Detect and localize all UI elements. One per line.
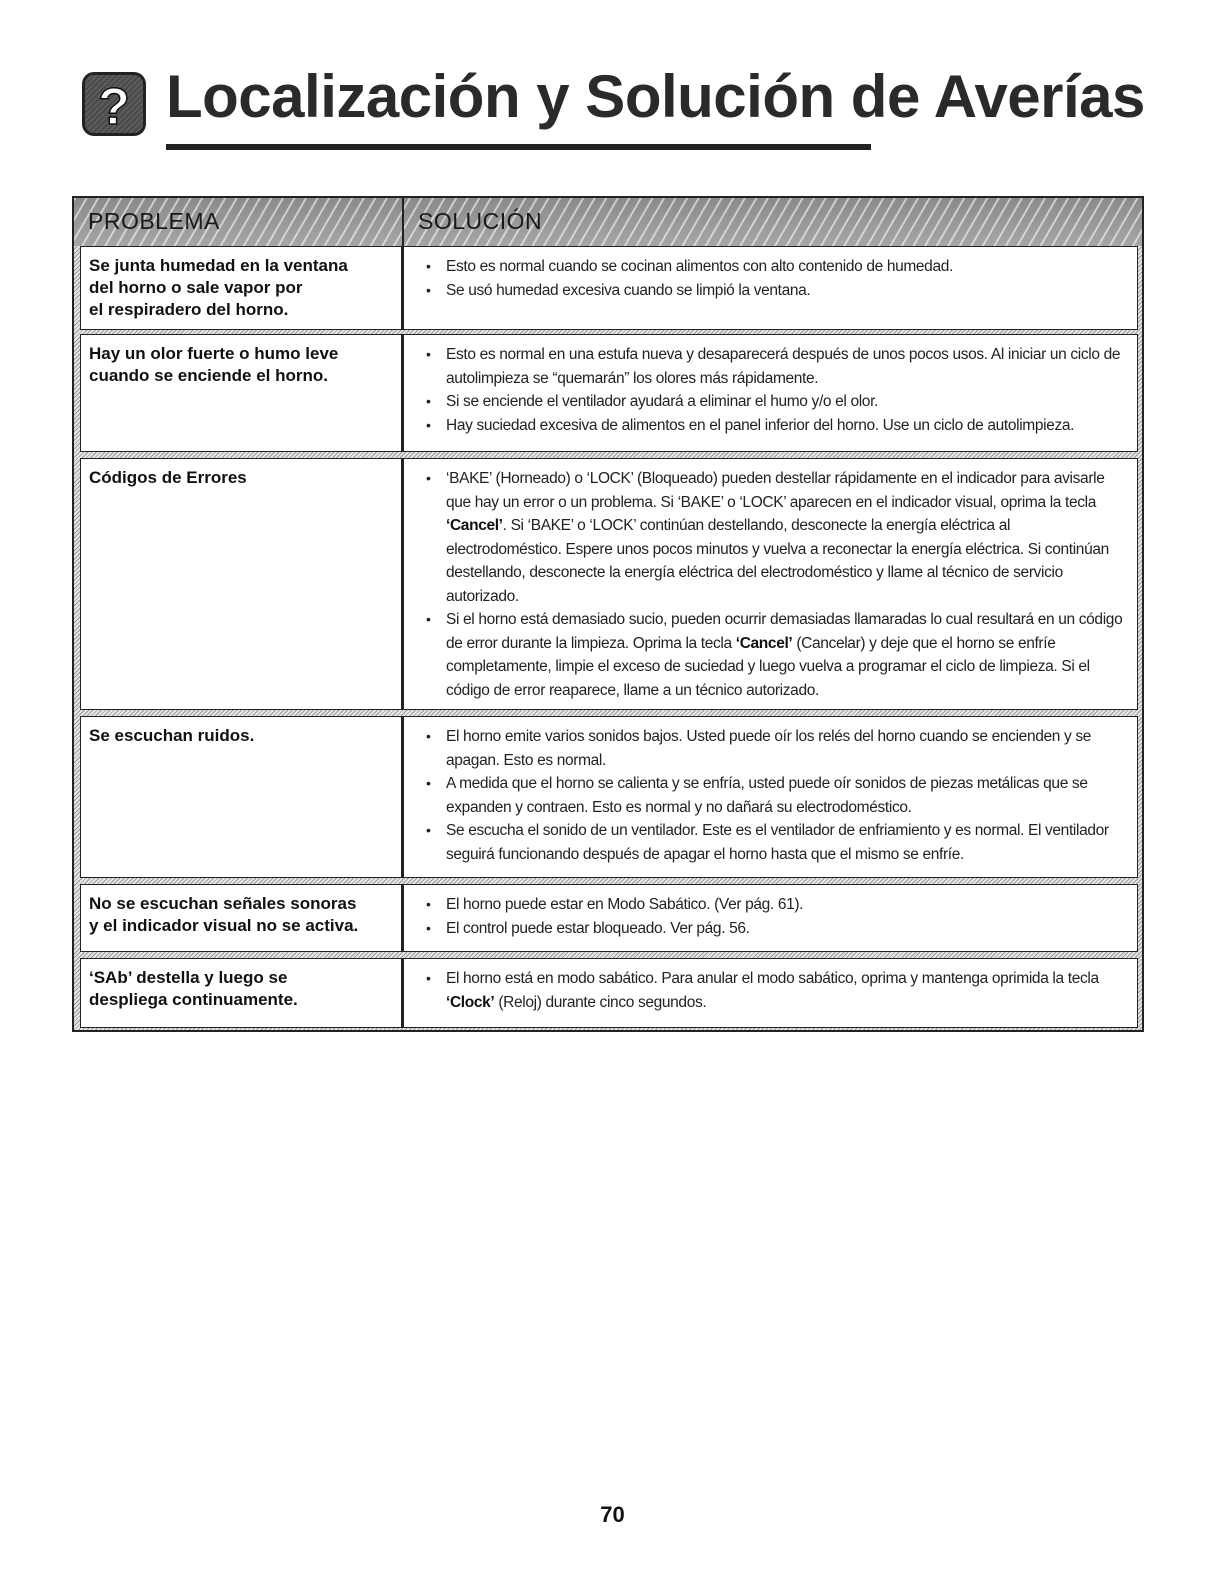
problem-cell — [80, 958, 402, 1028]
problem-text: ‘SAb’ destella y luego se despliega continuamente. — [89, 968, 298, 1009]
page-number: 70 — [600, 1502, 625, 1527]
solution-cell — [402, 716, 1138, 878]
bullet-icon: • — [426, 470, 431, 486]
solution-list — [426, 467, 1129, 702]
problem-cell — [80, 334, 402, 452]
problem-cell — [80, 884, 402, 952]
solution-cell — [402, 958, 1138, 1028]
table-row — [80, 246, 1138, 330]
bullet-icon: • — [426, 281, 431, 298]
svg-text:?: ? — [98, 78, 130, 136]
solution-list — [426, 893, 1129, 940]
problem-cell — [80, 716, 402, 878]
solution-text: Se escucha el sonido de un ventilador. Este es el ventilador de enfriamiento y es normal. El ventilador seguirá funcionando después de apagar el horno hasta que el mismo se enfríe. — [446, 822, 1109, 863]
bullet-icon: • — [426, 346, 431, 362]
solution-text: El horno puede estar en Modo Sabático. (Ver pág. 61). — [446, 896, 804, 913]
solution-text: El horno emite varios sonidos bajos. Usted puede oír los relés del horno cuando se encienden y se apagan. Esto es normal. — [446, 728, 1092, 769]
solution-text: Si el horno está demasiado sucio, pueden ocurrir demasiadas llamaradas lo cual resultará en un código de error durante la limpieza. Oprima la tecla — [446, 611, 1123, 652]
title-underline — [166, 144, 871, 150]
solution-item — [426, 390, 1129, 414]
bullet-icon: • — [426, 775, 431, 791]
solution-list — [426, 255, 1129, 302]
solution-list — [426, 725, 1129, 866]
column-header-problem: PROBLEMA — [88, 208, 220, 234]
table-row — [80, 958, 1138, 1028]
key-name: ‘Cancel’ — [446, 517, 503, 534]
solution-text-continued: (Cancelar) y deje que el horno se enfríe completamente, limpie el exceso de suciedad y luego vuelva a programar el ciclo de limpieza. Si el código de error reaparece, llame a un técnico autorizado. — [446, 634, 1090, 699]
bullet-icon: • — [426, 919, 431, 936]
solution-cell — [402, 334, 1138, 452]
troubleshooting-table — [72, 196, 1144, 1032]
solution-text: Esto es normal cuando se cocinan alimentos con alto contenido de humedad. — [446, 258, 953, 275]
problem-text: No se escuchan señales sonoras y el indicador visual no se activa. — [89, 894, 359, 935]
bullet-icon: • — [426, 896, 431, 912]
solution-text: Hay suciedad excesiva de alimentos en el panel inferior del horno. Use un ciclo de autolimpieza. — [446, 416, 1075, 434]
solution-text: Esto es normal en una estufa nueva y desaparecerá después de unos pocos usos. Al iniciar un ciclo de autolimpieza se “quemarán” los olores más rápidamente. — [446, 346, 1121, 387]
problem-cell — [80, 458, 402, 710]
key-name: ‘Clock’ — [446, 993, 495, 1011]
bullet-icon: • — [426, 822, 431, 838]
page-title: Localización y Solución de Averías — [166, 63, 1145, 130]
problem-text: Se escuchan ruidos. — [89, 726, 255, 745]
help-question-icon — [82, 72, 146, 136]
solution-item — [426, 917, 1129, 941]
problem-text: Se junta humedad en la ventana del horno o sale vapor por el respiradero del horno. — [89, 256, 348, 319]
solution-cell — [402, 458, 1138, 710]
table-row — [80, 884, 1138, 952]
solution-item — [426, 343, 1129, 390]
problem-text: Códigos de Errores — [89, 468, 247, 487]
table-row — [80, 716, 1138, 878]
solution-item — [426, 608, 1129, 702]
bullet-icon: • — [426, 611, 431, 627]
bullet-icon: • — [426, 258, 431, 274]
solution-item — [426, 414, 1129, 438]
solution-text: A medida que el horno se calienta y se enfría, usted puede oír sonidos de piezas metálicas que se expanden y contraen. Esto es normal y no dañará su electrodoméstico. — [446, 775, 1088, 816]
solution-item — [426, 725, 1129, 772]
solution-item — [426, 772, 1129, 819]
column-divider — [402, 198, 404, 246]
solution-item — [426, 279, 1129, 303]
solution-text: Si se enciende el ventilador ayudará a eliminar el humo y/o el olor. — [446, 393, 878, 410]
solution-cell — [402, 246, 1138, 330]
table-header — [74, 198, 1142, 246]
problem-cell — [80, 246, 402, 330]
bullet-icon: • — [426, 393, 431, 409]
solution-cell — [402, 884, 1138, 952]
solution-text: Se usó humedad excesiva cuando se limpió la ventana. — [446, 281, 811, 299]
problem-text: Hay un olor fuerte o humo leve cuando se enciende el horno. — [89, 344, 339, 385]
bullet-icon: • — [426, 416, 431, 433]
table-row — [80, 458, 1138, 710]
solution-list — [426, 343, 1129, 437]
bullet-icon: • — [426, 728, 431, 744]
key-name: ‘Cancel’ — [735, 634, 793, 652]
solution-item — [426, 967, 1129, 1014]
solution-text: ‘BAKE’ (Horneado) o ‘LOCK’ (Bloqueado) pueden destellar rápidamente en el indicador para avisarle que hay un error o un problema. Si ‘BAKE’ o ‘LOCK’ aparecen en el indicador visual, oprima la tecla — [446, 470, 1105, 511]
solution-item — [426, 467, 1129, 608]
solution-text: El horno está en modo sabático. Para anular el modo sabático, oprima y mantenga oprimida la tecla — [446, 970, 1099, 987]
solution-item — [426, 819, 1129, 866]
table-row — [80, 334, 1138, 452]
solution-item — [426, 893, 1129, 917]
column-header-solution: SOLUCIÓN — [418, 208, 543, 234]
page-header — [82, 63, 1145, 152]
solution-item — [426, 255, 1129, 279]
solution-text-continued: (Reloj) durante cinco segundos. — [494, 993, 707, 1011]
solution-text: El control puede estar bloqueado. Ver pág. 56. — [446, 919, 750, 937]
solution-list — [426, 967, 1129, 1014]
solution-text-continued: . Si ‘BAKE’ o ‘LOCK’ continúan destellando, desconecte la energía eléctrica al electrodoméstico. Espere unos pocos minutos y vuelva a reconectar la energía eléctrica. Si continúan destellando, desconecte la energía eléctrica del electrodoméstico y llame al técnico de servicio autorizado. — [446, 517, 1109, 605]
bullet-icon: • — [426, 970, 431, 986]
